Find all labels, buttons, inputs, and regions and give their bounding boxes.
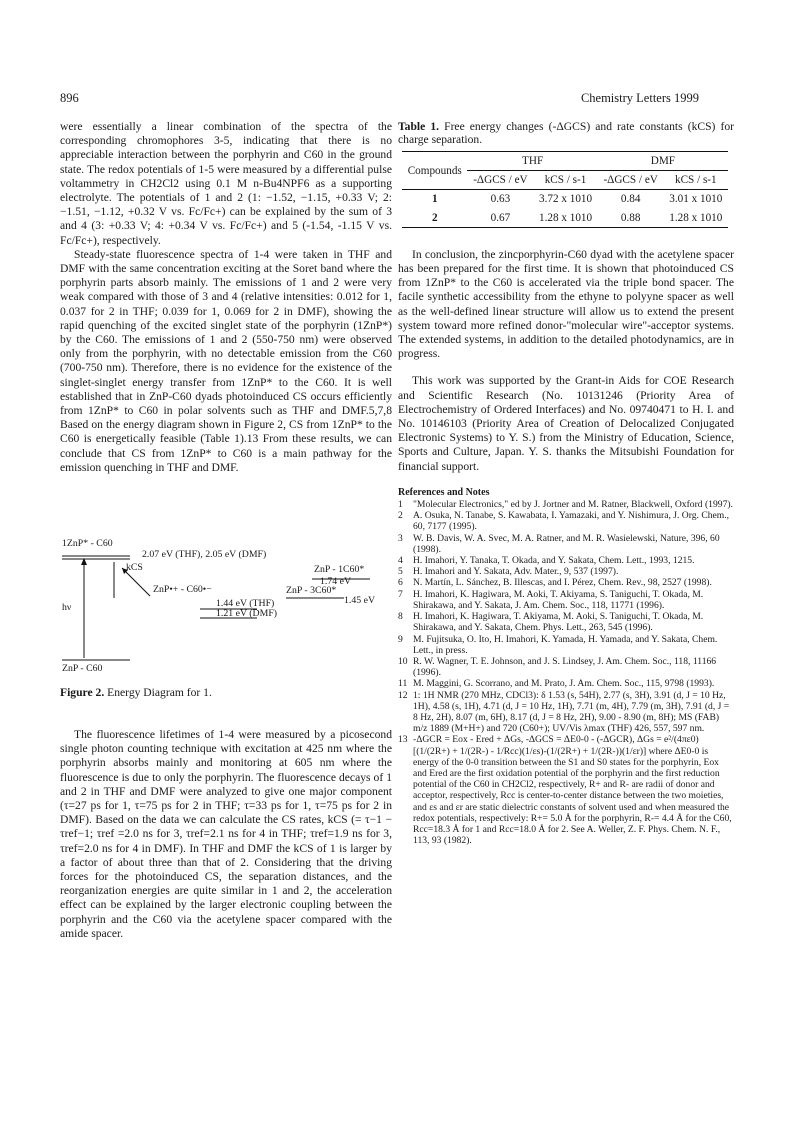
reference-number: 1 [398, 499, 403, 511]
reference-text: 1: 1H NMR (270 MHz, CDCl3): δ 1.53 (s, 54H), 2.77 (s, 3H), 3.91 (d, J = 10 Hz, 1H), 4.58 (s, 1H), 4.71 (d, J = 10 Hz, 1H), 7.71 (m, 4H), 7.79 (m, 3H), 7.91 (d, J = 8 Hz, 2H), 8.07 (m, 6H), 8.17 (d, J = 8 Hz, 2H), 9.00 - 8.90 (m, 8H); MS (FAB) m/z 1889 (M+H+) and 720 (C60+); UV/Vis λmax (THF) 426, 557, 597 nm. [413, 689, 730, 735]
references-section [398, 487, 734, 847]
paragraph-fluorescence: Steady-state fluorescence spectra of 1-4 were taken in THF and DMF with the same concentration exciting at the Soret band where the porphyrin parts absorb mainly. The emissions of 1 and 2 were very weak compared with those of 3 and 4 (relative intensities: 0.012 for 1, 0.037 for 2 in THF; 0.039 for 1, 0.069 for 2 in DMF), showing the rapid quenching of the excited singlet state of the porphyrin (1ZnP*) by the C60. The emissions of 1 and 2 (550-750 nm) were observed only from the porphyrin, with no detectable emission from the C60 (700-750 nm). Therefore, there is no evidence for the existence of the singlet-singlet energy transfer from 1ZnP* to the C60. It is well established that in ZnP-C60 dyads photoinduced CS occurs efficiently from 1ZnP* to C60 in polar solvents such as THF and DMF.5,7,8 Based on the energy diagram shown in Figure 2, CS from 1ZnP* to the C60 is energetically feasible (Table 1).13 From these results, we can conclude that CS from 1ZnP* to C60 is a main pathway for the emission quenching in THF and DMF. [60, 247, 392, 474]
table-1-caption [398, 120, 734, 146]
label-cs-state: ZnP•+ - C60•− [153, 584, 212, 595]
label-c60-triplet-energy: 1.45 eV [344, 595, 376, 606]
reference-item [398, 577, 734, 588]
reference-text: R. W. Wagner, T. E. Johnson, and J. S. Lindsey, J. Am. Chem. Soc., 118, 11166 (1996). [413, 655, 717, 679]
label-ground: ZnP - C60 [62, 663, 103, 674]
reference-number: 11 [398, 678, 408, 690]
reference-item [398, 678, 734, 689]
paragraph-redox: were essentially a linear combination of the spectra of the corresponding chromophores 3-5, indicating that there is no appreciable interaction between the porphyrin and C60 in the ground state. The redox potentials of 1-5 were measured by a differential pulse voltammetry in CH2Cl2 using 0.1 M n-Bu4NPF6 as a supporting electrolyte. The potentials of 1 and 2 (1: −1.52, −1.15, +0.33 V; 2: −1.51, −1.12, +0.32 V vs. Fc/Fc+) can be explained by the sum of 3 and 4 (3: +0.33 V; 4: +0.34 V vs. Fc/Fc+) and 5 (-1.54, -1.15 V vs. Fc/Fc+), respectively. [60, 120, 392, 247]
reference-number: 10 [398, 655, 408, 667]
reference-text: H. Imahori and Y. Sakata, Adv. Mater., 9, 537 (1997). [413, 566, 619, 578]
reference-item [398, 533, 734, 555]
reference-text: "Molecular Electronics," ed by J. Jortner and M. Ratner, Blackwell, Oxford (1997). [413, 499, 733, 511]
table-subheader-k-dmf: kCS / s-1 [674, 174, 717, 187]
reference-item [398, 656, 734, 678]
page-number: 896 [60, 91, 79, 105]
table-cell-compound: 1 [431, 193, 438, 206]
figure-2-text: Energy Diagram for 1. [107, 686, 212, 699]
reference-item [398, 690, 734, 735]
reference-text: -ΔGCR = Eox - Ered + ΔGs, -ΔGCS = ΔE0-0 - (-ΔGCR), ΔGs = e²/(4πε0)[(1/(2R+) + 1/(2R-) - 1/Rcc)(1/εs)-(1/(2R+) + 1/(2R-))(1/εr)] where ΔE0-0 is energy of the 0-0 transition between the S1 and S0 states for the porphyrin, Eox and Ered are the first oxidation potential of the porphyrin and the first reduction potential of the C60 in CH2Cl2, respectively, R+ and R- are radii of donor and acceptor, respectively, Rcc is center-to-center distance between the two moieties, and εs and εr are static dielectric constants of solvent used and when measured the redox potentials, respectively: R+= 5.0 Å for the porphyrin, R-= 4.4 Å for the C60, Rcc=18.3 Å for 1 and Rcc=18.0 Å for 2. See A. Weller, Z. F. Phys. Chem. N. F., 113, 93 (1982). [413, 734, 732, 847]
label-c60-singlet-energy: 1.74 eV [320, 576, 352, 587]
label-c60-triplet: ZnP - 3C60* [286, 585, 337, 596]
reference-number: 7 [398, 588, 403, 600]
reference-number: 5 [398, 566, 403, 578]
figure-2-label: Figure 2. [60, 686, 105, 699]
table-1 [402, 151, 728, 228]
reference-text: M. Maggini, G. Scorrano, and M. Prato, J. Am. Chem. Soc., 115, 9798 (1993). [413, 678, 715, 690]
table-subheader-k-thf: kCS / s-1 [544, 174, 587, 187]
reference-item [398, 734, 734, 846]
label-hv: hν [62, 602, 72, 613]
reference-item [398, 566, 734, 577]
label-cs-energy-dmf: 1.21 eV (DMF) [216, 608, 278, 619]
reference-number: 6 [398, 577, 403, 589]
reference-item [398, 499, 734, 510]
label-1znp: 1ZnP* - C60 [62, 538, 113, 549]
table-header-compounds: Compounds [407, 164, 462, 177]
reference-number: 4 [398, 555, 403, 567]
reference-item [398, 634, 734, 656]
reference-item [398, 510, 734, 532]
table-cell: 1.28 x 1010 [538, 211, 593, 224]
reference-text: W. B. Davis, W. A. Svec, M. A. Ratner, and M. R. Wasielewski, Nature, 396, 60 (1998). [413, 532, 720, 555]
table-header-dmf: DMF [598, 152, 728, 171]
reference-item [398, 555, 734, 566]
reference-number: 2 [398, 510, 403, 522]
reference-text: M. Fujitsuka, O. Ito, H. Imahori, K. Yamada, H. Yamada, and Y. Sakata, Chem. Lett., in press. [413, 633, 718, 656]
label-1znp-energy: 2.07 eV (THF), 2.05 eV (DMF) [142, 549, 267, 560]
reference-number: 3 [398, 532, 403, 544]
reference-item [398, 589, 734, 611]
table-cell: 0.67 [490, 211, 511, 224]
table-subheader-dg-dmf: -ΔGCS / eV [603, 174, 658, 187]
table-cell: 3.72 x 1010 [538, 193, 593, 206]
left-column [60, 120, 392, 475]
reference-item [398, 611, 734, 633]
table-cell: 0.63 [490, 193, 511, 206]
left-column-lower [60, 728, 392, 941]
reference-text: H. Imahori, K. Hagiwara, M. Aoki, T. Akiyama, S. Taniguchi, T. Okada, M. Shirakawa, and Y. Sakata, J. Am. Chem. Soc., 118, 11771 (1996). [413, 588, 704, 611]
journal-name: Chemistry Letters 1999 [580, 91, 699, 105]
table-1-caption-text: Free energy changes (-ΔGCS) and rate constants (kCS) for charge separation. [398, 120, 734, 146]
figure-2-caption [60, 686, 212, 699]
table-row [402, 190, 728, 209]
table-subheader-dg-thf: -ΔGCS / eV [473, 174, 528, 187]
reference-number: 9 [398, 633, 403, 645]
reference-text: H. Imahori, K. Hagiwara, T. Akiyama, M. Aoki, S. Taniguchi, T. Okada, M. Shirakawa, and Y. Sakata, Chem. Phys. Lett., 263, 545 (1996). [413, 611, 704, 634]
paragraph-lifetimes: The fluorescence lifetimes of 1-4 were measured by a picosecond single photon counting technique with excitation at 425 nm where the porphyrin absorbs mainly and monitoring at 605 nm where the fluorescence is due to only the porphyrin. The fluorescence decays of 1 and 2 in THF and DMF were analyzed to give one major component (τ=27 ps for 1, τ=75 ps for 2 in THF; τ=33 ps for 1, τ=75 ps for 2 in DMF). Based on the data we can calculate the CS rates, kCS (= τ−1 − τref−1; τref =2.0 ns for 3, τref=2.1 ns for 4 in THF; τref=1.9 ns for 3, τref=2.0 ns for 4 in DMF). In THF and DMF the kCS of 1 is larger by a factor of about three than that of 2. Considering that the driving forces for the photoinduced CS, the separation distances, and the reorganization energies are quite similar in 1 and 2, the acceleration effect can be explained by the larger electronic coupling between the porphyrin and the C60 via the acetylene spacer compared with the amide spacer. [60, 728, 392, 940]
label-c60-singlet: ZnP - 1C60* [314, 564, 365, 575]
table-cell: 0.88 [620, 211, 641, 224]
reference-text: N. Martín, L. Sánchez, B. Illescas, and I. Pérez, Chem. Rev., 98, 2527 (1998). [413, 577, 712, 589]
references-list [398, 499, 734, 846]
right-column [398, 120, 734, 846]
label-kcs: kCS [126, 562, 143, 573]
paragraph-conclusion: In conclusion, the zincporphyrin-C60 dyad with the acetylene spacer has been prepared for the first time. It is shown that photoinduced CS from 1ZnP* to the C60 is accelerated via the triple bond spacer. The facile synthetic accessibility from the ethyne to polyyne spacer as well as the well-defined linear structure will allow us to extend the present system toward more refined donor-"molecular wire"-acceptor systems. The extended systems, in addition to the detailed photodynamics, are in progress. [398, 247, 734, 361]
table-cell: 1.28 x 1010 [669, 211, 723, 224]
references-heading: References and Notes [398, 486, 490, 498]
table-row [402, 209, 728, 228]
table-1-label: Table 1. [398, 120, 440, 133]
table-cell: 3.01 x 1010 [669, 193, 723, 206]
reference-number: 12 [398, 689, 408, 701]
table-cell-compound: 2 [431, 211, 438, 224]
table-header-thf: THF [467, 152, 597, 171]
paragraph-acknowledgement: This work was supported by the Grant-in Aids for COE Research and Scientific Research (No. 10131246 (Priority Area of Electrochemistry of Ordered Interfaces) and No. 09740471 to H. I. and No. 10146103 (Priority Area of Creation of Delocalized Conjugated Electronic Systems) to Y. S.) from the Ministry of Education, Science, Sports and Culture, Japan. Y. S. thanks the Mitsubishi Foundation for financial support. [398, 374, 734, 473]
reference-text: A. Osuka, N. Tanabe, S. Kawabata, I. Yamazaki, and Y. Nishimura, J. Org. Chem., 60, 7177 (1995). [413, 510, 730, 533]
reference-text: H. Imahori, Y. Tanaka, T. Okada, and Y. Sakata, Chem. Lett., 1993, 1215. [413, 555, 695, 567]
energy-diagram [60, 538, 390, 683]
reference-number: 8 [398, 611, 403, 623]
reference-number: 13 [398, 734, 408, 746]
label-cs-energy-thf: 1.44 eV (THF) [216, 598, 275, 609]
table-cell: 0.84 [620, 193, 641, 206]
